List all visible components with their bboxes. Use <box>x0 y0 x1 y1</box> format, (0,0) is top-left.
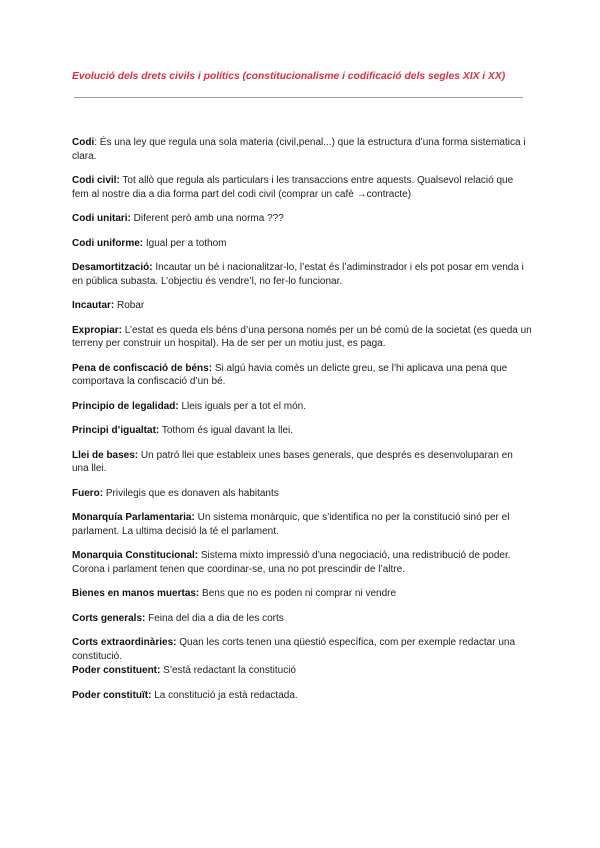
term: Monarquía Parlamentaria: <box>72 512 195 523</box>
definition: Bens que no es poden ni comprar ni vendre <box>199 588 397 599</box>
glossary-entry-corts-extraordinaries <box>72 636 532 663</box>
glossary-entry-corts-generals <box>72 612 532 626</box>
definition: Robar <box>114 300 145 311</box>
glossary-entry-codi-civil <box>72 174 532 201</box>
definition: Un sistema monàrquic, que s’identifica no per la constitució sinó per el parlament. La ultima decisió la té el parlament. <box>72 512 510 537</box>
definition: : És una ley que regula una sola materia (civil,penal...) que la estructura d’una forma sistematica i clara. <box>72 137 526 162</box>
term: Codi <box>72 137 95 148</box>
term: Bienes en manos muertas: <box>72 588 200 599</box>
definition: Quan les corts tenen una qüestió específica, com per exemple redactar una constitució. <box>72 637 516 662</box>
definition: Un patró llei que estableix unes bases generals, que després es desenvoluparan en una llei. <box>72 449 513 474</box>
term: Incautar: <box>72 300 115 311</box>
term: Principi d’igualtat: <box>72 425 160 436</box>
glossary-entry-principi-igualtat <box>72 424 532 438</box>
definition: Igual per a tothom <box>143 237 227 249</box>
glossary-entry-bienes-manos-muertas <box>72 587 532 601</box>
glossary-entry-monarquia-constitucional <box>72 549 532 576</box>
glossary-entry-poder-constituit <box>72 689 532 703</box>
term: Codi civil: <box>72 175 120 186</box>
document-title: Evolució dels drets civils i polítics (constitucionalisme i codificació dels segles XIX i XX) <box>72 71 506 82</box>
definition: Feina del dia a dia de les corts <box>145 612 284 624</box>
glossary-entry-expropiar <box>72 324 532 351</box>
term: Codi uniforme: <box>72 237 144 249</box>
term: Corts generals: <box>72 612 146 624</box>
glossary-entry-codi <box>72 136 532 163</box>
term: Poder constituït: <box>72 689 152 701</box>
definition: Privilegis que es donaven als habitants <box>103 487 279 499</box>
definition: La constitució ja està redactada. <box>151 689 298 701</box>
term: Fuero: <box>72 487 104 499</box>
glossary-entry-codi-unitari <box>72 212 532 226</box>
title-divider <box>74 97 523 98</box>
term: Monarquia Constitucional: <box>72 550 199 561</box>
definition: L’estat es queda els béns d’una persona només per un bé comú de la societat (es queda un terreny per construir un hospital). Ha de ser per un motiu just, es paga. <box>72 324 532 349</box>
definition: Si algú havia comès un delicte greu, se l’hi aplicava una pena que comportava la confiscació d’un bé. <box>72 362 508 387</box>
glossary-entry-fuero <box>72 487 532 501</box>
definition: Tot allò que regula als particulars i les transaccions entre aquests. Qualsevol relació que fem al nostre dia a dia forma part del codi civil (comprar un cafè →contracte) <box>72 175 514 200</box>
term: Corts extraordinàries: <box>72 637 177 648</box>
definition: Tothom és igual davant la llei. <box>159 425 294 436</box>
definition: Sistema mixto impressió d’una negociació, una redistribució de poder. Corona i parlament tenen que coordinar-se, una no pot prescindir de l’altre. <box>72 550 511 575</box>
definition: Lleis iguals per a tot el món. <box>178 400 306 412</box>
glossary-entry-pena-confiscacio <box>72 362 532 389</box>
term: Llei de bases: <box>72 449 139 461</box>
glossary-entry-monarquia-parlamentaria <box>72 511 532 538</box>
glossary-entry-principio-legalidad <box>72 400 532 414</box>
glossary-entry-desamortitzacio <box>72 261 532 288</box>
glossary-entry-incautar <box>72 299 532 313</box>
glossary-list <box>72 136 532 713</box>
definition: Incautar un bé i nacionalitzar-lo, l’estat és l’adiminstrador i els pot posar em venda i en pública subasta. L’objectiu és vendre’l, no fer-lo funcionar. <box>72 262 524 287</box>
definition: Diferent però amb una norma ??? <box>130 213 284 224</box>
term: Principio de legalidad: <box>72 400 179 412</box>
term: Codi unitari: <box>72 213 131 224</box>
glossary-entry-poder-constituent <box>72 664 532 678</box>
term: Poder constituent: <box>72 665 161 676</box>
glossary-entry-llei-bases <box>72 449 532 476</box>
glossary-entry-codi-uniforme <box>72 237 532 251</box>
definition: S’està redactant la constitució <box>160 665 296 676</box>
term: Pena de confiscació de béns: <box>72 362 213 374</box>
term: Desamortització: <box>72 262 153 273</box>
term: Expropiar: <box>72 324 123 336</box>
